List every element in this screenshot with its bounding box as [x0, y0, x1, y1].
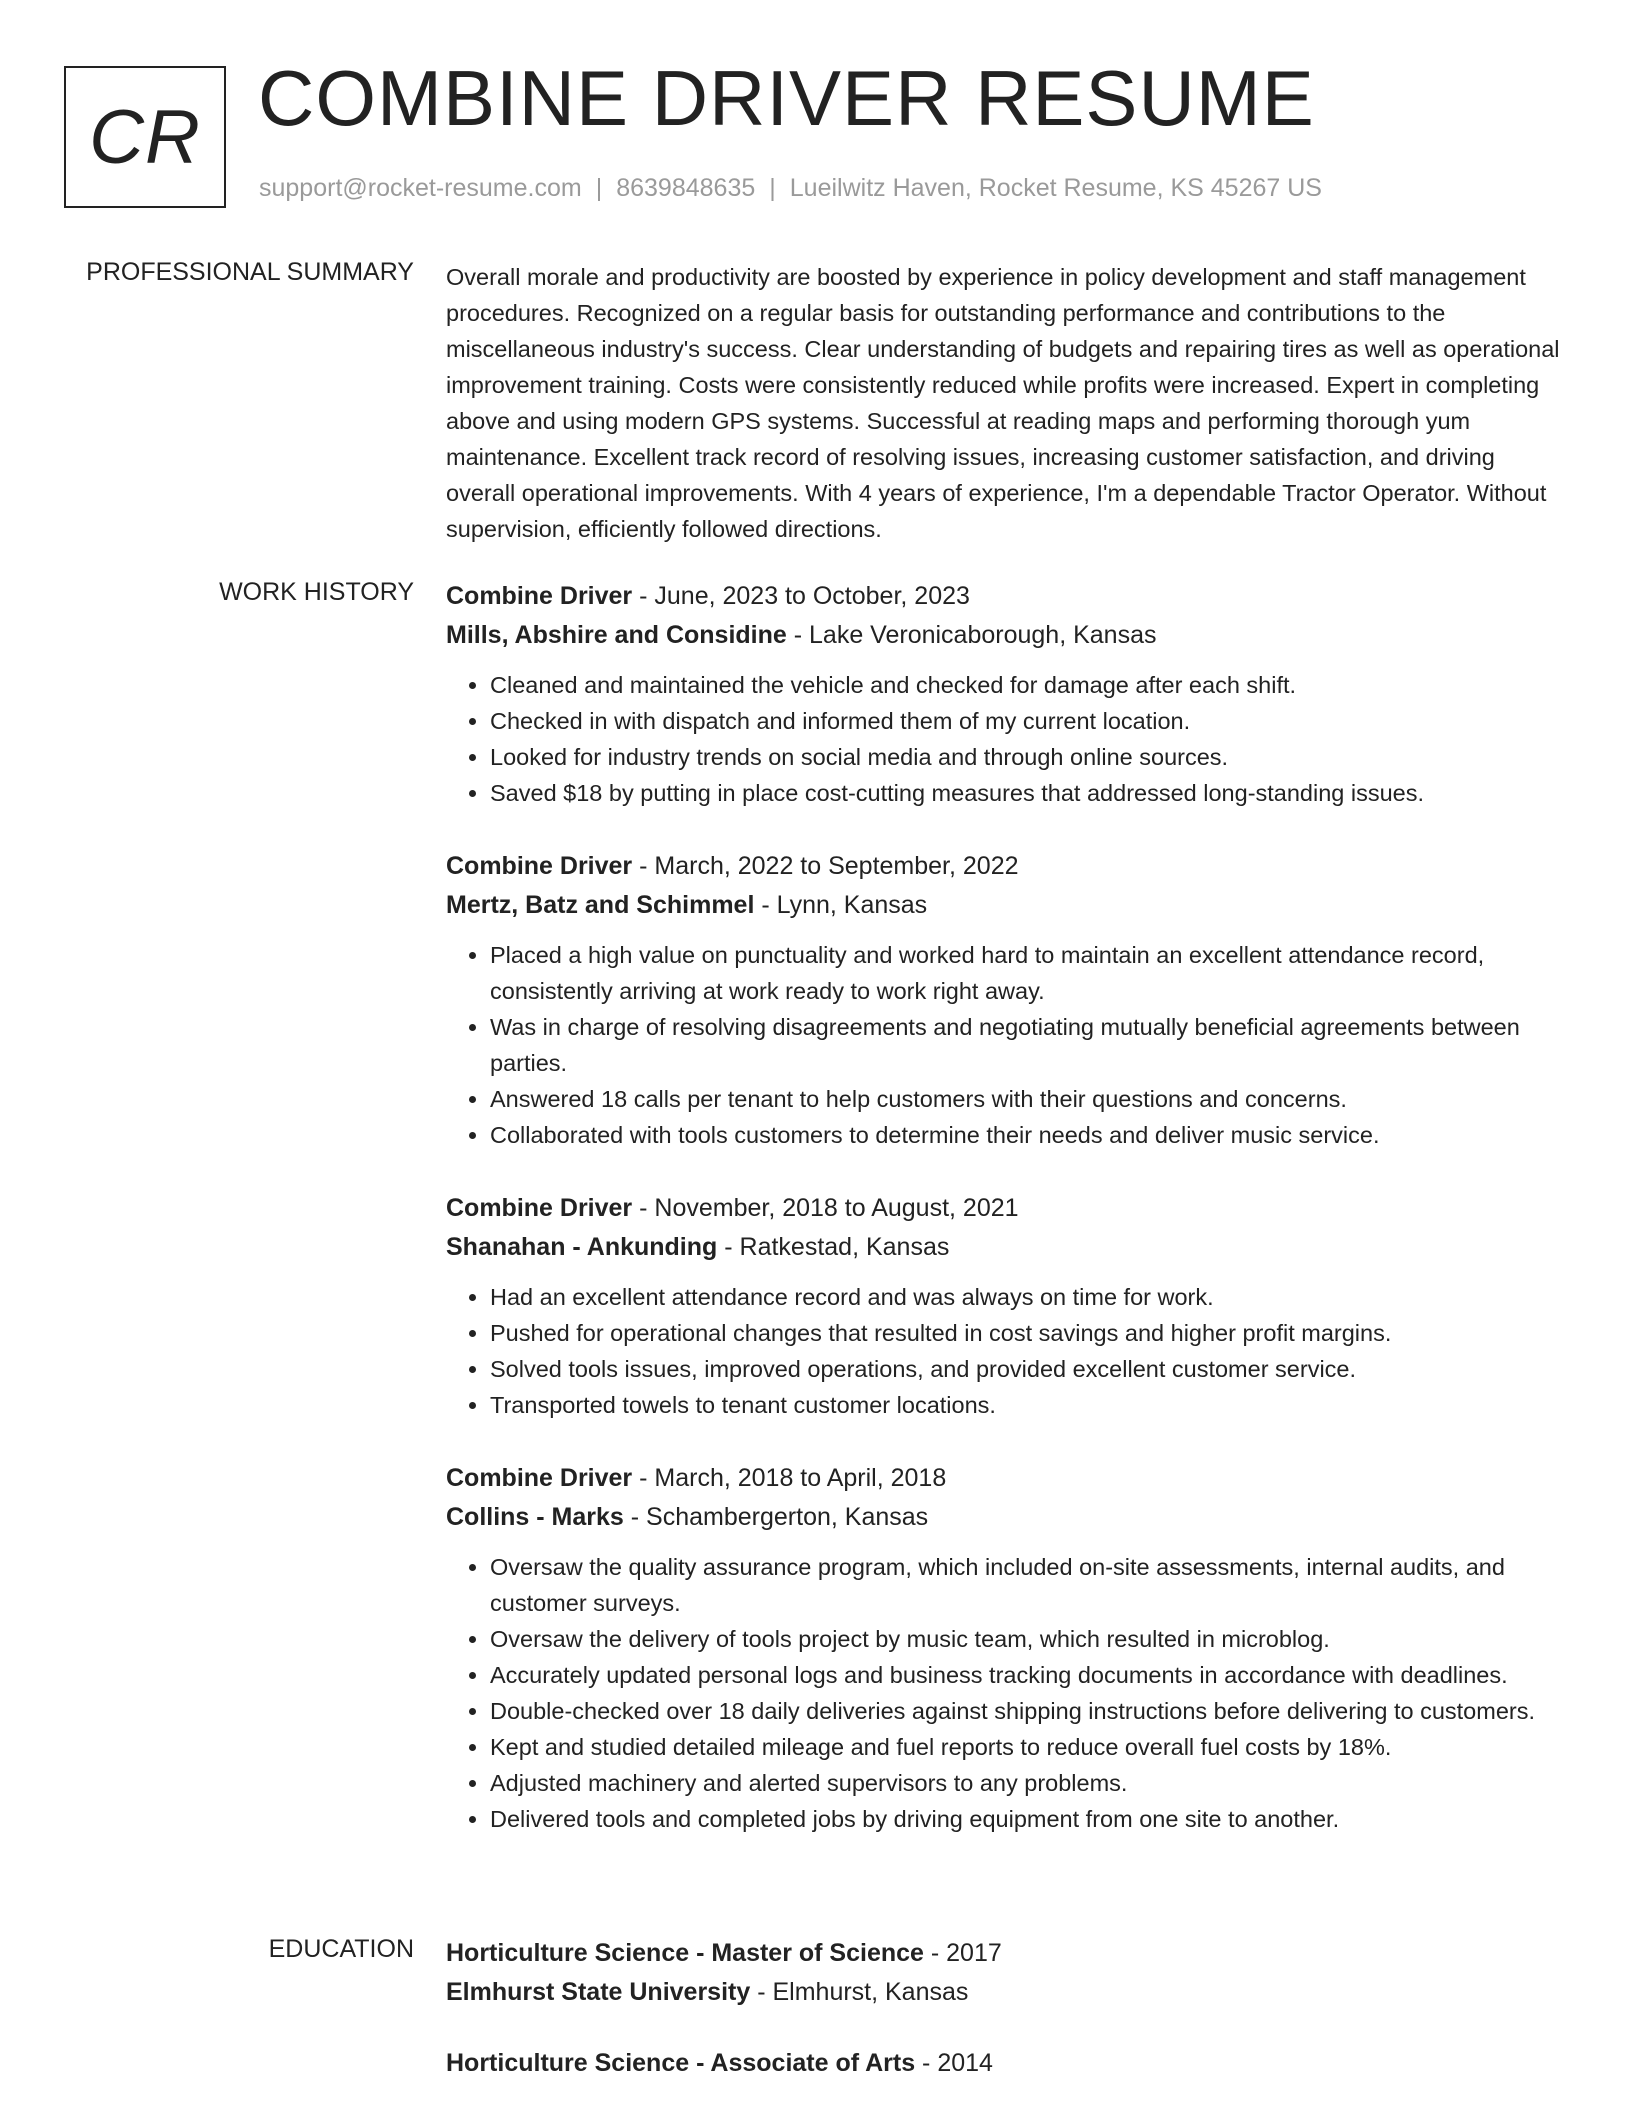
job-dates: - June, 2023 to October, 2023: [632, 582, 970, 610]
job-bullet: • Accurately updated personal logs and business tracking documents in accordance with deadlines.: [490, 1657, 1566, 1693]
job-location: - Lake Veronicaborough, Kansas: [786, 621, 1157, 649]
job-bullet: • Transported towels to tenant customer locations.: [490, 1387, 1566, 1423]
job-dates: - March, 2018 to April, 2018: [632, 1464, 947, 1492]
contact-address: Lueilwitz Haven, Rocket Resume, KS 45267 US: [789, 174, 1322, 202]
resume-title: COMBINE DRIVER RESUME: [258, 54, 1315, 142]
job-company: Mills, Abshire and Considine: [446, 621, 787, 649]
section-heading-education: EDUCATION: [268, 1935, 414, 1963]
job-bullets: [446, 937, 1566, 1153]
job-entry: [446, 1459, 1566, 1837]
education-degree-line: [446, 2044, 1566, 2083]
job-dates: - March, 2022 to September, 2022: [632, 852, 1019, 880]
job-bullet: • Placed a high value on punctuality and worked hard to maintain an excellent attendance record, consistently arriving at work ready to work right away.: [490, 937, 1566, 1009]
job-company: Shanahan - Ankunding: [446, 1233, 718, 1261]
education-degree: Horticulture Science - Associate of Arts: [446, 2049, 916, 2077]
education-degree-line: [446, 1934, 1566, 1973]
job-title: Combine Driver: [446, 852, 633, 880]
job-bullet: • Looked for industry trends on social media and through online sources.: [490, 739, 1566, 775]
job-title-line: [446, 577, 1566, 616]
job-entry: [446, 847, 1566, 1153]
summary-text: Overall morale and productivity are boosted by experience in policy development and staff management procedures. Recognized on a regular basis for outstanding performance and contributions to the miscellaneous industry's success. Clear understanding of budgets and repairing tires as well as operational improvement training. Costs were consistently reduced while profits were increased. Expert in completing above and using modern GPS systems. Successful at reading maps and performing thorough yum maintenance. Excellent track record of resolving issues, increasing customer satisfaction, and driving overall operational improvements. With 4 years of experience, I'm a dependable Tractor Operator. Without supervision, efficiently followed directions.: [446, 264, 1560, 542]
contact-phone[interactable]: 8639848635: [616, 174, 756, 202]
job-title-line: [446, 1459, 1566, 1498]
job-bullet: • Cleaned and maintained the vehicle and checked for damage after each shift.: [490, 667, 1566, 703]
job-bullet: • Double-checked over 18 daily deliveries against shipping instructions before delivering to customers.: [490, 1693, 1566, 1729]
job-bullet: • Answered 18 calls per tenant to help customers with their questions and concerns.: [490, 1081, 1566, 1117]
job-bullet: • Pushed for operational changes that resulted in cost savings and higher profit margins.: [490, 1315, 1566, 1351]
job-bullet: • Oversaw the delivery of tools project by music team, which resulted in microblog.: [490, 1621, 1566, 1657]
education-entry: [446, 1934, 1566, 2012]
job-title: Combine Driver: [446, 1194, 633, 1222]
education-school: Elmhurst State University: [446, 1978, 751, 2006]
job-company-line: [446, 1498, 1566, 1537]
job-location: - Schambergerton, Kansas: [623, 1503, 929, 1531]
job-title: Combine Driver: [446, 1464, 633, 1492]
contact-email[interactable]: support@rocket-resume.com: [259, 174, 582, 202]
job-title-line: [446, 847, 1566, 886]
job-company-line: [446, 616, 1566, 655]
job-bullet: • Solved tools issues, improved operations, and provided excellent customer service.: [490, 1351, 1566, 1387]
education-degree: Horticulture Science - Master of Science: [446, 1939, 924, 1967]
job-title-line: [446, 1189, 1566, 1228]
job-bullet: • Had an excellent attendance record and was always on time for work.: [490, 1279, 1566, 1315]
job-bullets: [446, 1549, 1566, 1837]
education-list: [446, 1934, 1566, 2115]
job-entry: [446, 1189, 1566, 1423]
job-company: Collins - Marks: [446, 1503, 624, 1531]
job-bullets: [446, 1279, 1566, 1423]
job-company-line: [446, 886, 1566, 925]
monogram-logo: CR: [64, 66, 226, 208]
job-bullet: • Delivered tools and completed jobs by driving equipment from one site to another.: [490, 1801, 1566, 1837]
job-entry: [446, 577, 1566, 811]
job-bullets: [446, 667, 1566, 811]
contact-separator: |: [595, 174, 603, 202]
job-bullet: • Oversaw the quality assurance program, which included on-site assessments, internal audits, and customer surveys.: [490, 1549, 1566, 1621]
section-heading-work-history: WORK HISTORY: [219, 578, 414, 606]
job-bullet: • Was in charge of resolving disagreements and negotiating mutually beneficial agreements between parties.: [490, 1009, 1566, 1081]
job-bullet: • Adjusted machinery and alerted supervisors to any problems.: [490, 1765, 1566, 1801]
education-year: - 2017: [923, 1939, 1002, 1967]
jobs-list: [446, 577, 1566, 1873]
job-title: Combine Driver: [446, 582, 633, 610]
job-bullet: • Saved $18 by putting in place cost-cutting measures that addressed long-standing issues.: [490, 775, 1566, 811]
education-entry: [446, 2044, 1566, 2083]
job-location: - Ratkestad, Kansas: [717, 1233, 950, 1261]
education-school-line: [446, 1973, 1566, 2012]
job-company-line: [446, 1228, 1566, 1267]
job-dates: - November, 2018 to August, 2021: [632, 1194, 1019, 1222]
job-company: Mertz, Batz and Schimmel: [446, 891, 755, 919]
job-bullet: • Kept and studied detailed mileage and fuel reports to reduce overall fuel costs by 18%.: [490, 1729, 1566, 1765]
education-location: - Elmhurst, Kansas: [750, 1978, 969, 2006]
job-bullet: • Checked in with dispatch and informed them of my current location.: [490, 703, 1566, 739]
job-location: - Lynn, Kansas: [754, 891, 928, 919]
education-year: - 2014: [915, 2049, 993, 2077]
job-bullet: • Collaborated with tools customers to determine their needs and deliver music service.: [490, 1117, 1566, 1153]
section-heading-summary: PROFESSIONAL SUMMARY: [86, 258, 414, 286]
contact-line: [259, 174, 1322, 203]
contact-separator: |: [769, 174, 776, 202]
